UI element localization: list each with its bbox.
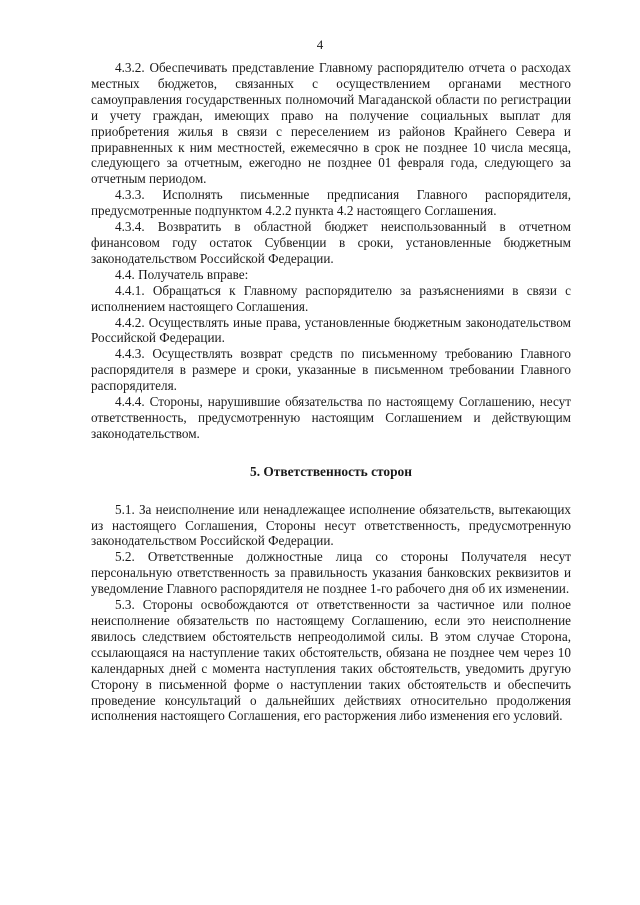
section-5-heading: 5. Ответственность сторон [250,463,412,479]
clause-5-2: 5.2. Ответственные должностные лица со стороны Получателя несут персональную ответственность за правильность указания банковских реквизитов и уведомление Главного распорядителя не позднее 1-го рабочего дня об их изменении. [91,549,571,597]
clause-5-1: 5.1. За неисполнение или ненадлежащее исполнение обязательств, вытекающих из настоящего Соглашения, Стороны несут ответственность, предусмотренную законодательством Российской Федерации. [91,501,571,549]
clause-4-4-3: 4.4.3. Осуществлять возврат средств по письменному требованию Главного распорядителя в размере и сроки, указанные в письменном требовании Главного распорядителя. [91,346,571,394]
clause-4-3-3: 4.3.3. Исполнять письменные предписания Главного распорядителя, предусмотренные подпунктом 4.2.2 пункта 4.2 настоящего Соглашения. [91,187,571,219]
clause-5-3: 5.3. Стороны освобождаются от ответственности за частичное или полное неисполнение обязательств по настоящему Соглашению, если это неисполнение явилось следствием обстоятельств непреодолимой силы. В этом случае Сторона, ссылающаяся на наступление таких обстоятельств, обязана не позднее чем через 10 календарных дней с момента наступления таких обстоятельств, уведомить другую Сторону в письменной форме о наступлении таких обстоятельств и обеспечить проведение консультаций о дальнейших действиях относительно продолжения исполнения настоящего Соглашения, его расторжения либо изменения его условий. [91,597,571,724]
clause-4-4-1: 4.4.1. Обращаться к Главному распорядителю за разъяснениями в связи с исполнением настоящего Соглашения. [91,282,571,314]
clause-4-4: 4.4. Получатель вправе: [115,266,249,282]
clause-4-3-2: 4.3.2. Обеспечивать представление Главному распорядителю отчета о расходах местных бюджетов, связанных с осуществлением органами местного самоуправления государственных полномочий Магаданской области по регистрации и учету граждан, имеющих право на получение социальных выплат для приобретения жилья в связи с переселением из районов Крайнего Севера и приравненных к ним местностей, ежемесячно в срок не позднее 10 числа месяца, следующего за отчетным, ежегодно не позднее 01 февраля года, следующего за отчетным периодом. [91,60,571,187]
clause-4-4-2: 4.4.2. Осуществлять иные права, установленные бюджетным законодательством Российской Федерации. [91,314,571,346]
clause-4-4-4: 4.4.4. Стороны, нарушившие обязательства по настоящему Соглашению, несут ответственность, предусмотренную настоящим Соглашением и действующим законодательством. [91,394,571,441]
page-number: 4 [316,37,324,52]
clause-4-3-4: 4.3.4. Возвратить в областной бюджет неиспользованный в отчетном финансовом году остаток Субвенции в сроки, установленные бюджетным законодательством Российской Федерации. [91,219,571,266]
document-body [91,60,571,724]
